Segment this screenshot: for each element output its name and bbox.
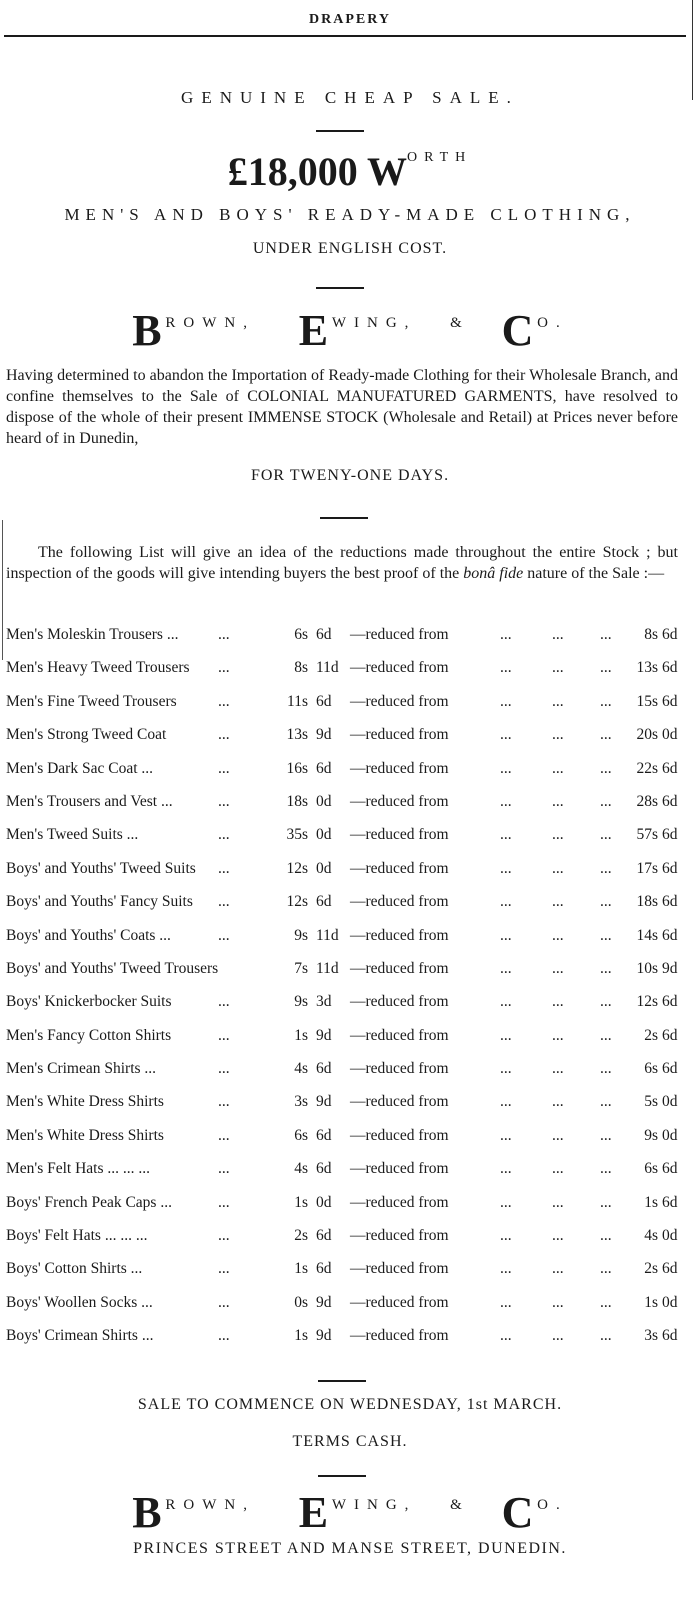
reduced-label: —reduced from (350, 792, 449, 810)
sale-shillings: 11s (287, 692, 308, 710)
item-name: Men's Dark Sac Coat ... (6, 759, 154, 777)
original-pence: 6d (662, 826, 678, 844)
leader-dots: ... (552, 926, 564, 944)
price-list (6, 622, 696, 1357)
table-row (6, 889, 696, 922)
sale-pence: 9d (316, 1026, 332, 1044)
leader-dots: ... (552, 759, 564, 777)
sale-shillings: 3s (294, 1093, 308, 1111)
reduced-label: —reduced from (350, 692, 449, 710)
original-shillings: 17s (636, 859, 658, 877)
sale-shillings: 35s (286, 826, 308, 844)
item-name: Men's Moleskin Trousers ... (6, 626, 179, 643)
firm-initial-e: E (298, 306, 329, 355)
reduced-label: —reduced from (350, 926, 449, 944)
reduced-label: —reduced from (350, 993, 449, 1011)
original-shillings: 8s (644, 626, 658, 643)
table-row (6, 1089, 696, 1122)
original-shillings: 2s (644, 1026, 658, 1044)
sale-pence: 0d (316, 826, 332, 844)
leader-dots: ... (218, 893, 230, 911)
sale-heading: GENUINE CHEAP SALE. (181, 88, 519, 107)
leader-dots: ... (600, 859, 612, 877)
divider (316, 130, 364, 132)
leader-dots: ... (600, 692, 612, 710)
reduced-label: —reduced from (350, 1293, 449, 1311)
leader-dots: ... (218, 759, 230, 777)
terms-line: TERMS CASH. (292, 1433, 408, 1450)
sale-shillings: 6s (294, 626, 308, 643)
original-shillings: 57s (636, 826, 658, 844)
item-name: Men's Heavy Tweed Trousers (6, 659, 190, 677)
original-pence: 6d (662, 993, 678, 1011)
table-row (6, 923, 696, 956)
leader-dots: ... (500, 1327, 512, 1345)
leader-dots: ... (218, 1126, 230, 1144)
intro-paragraph: Having determined to abandon the Importation of Ready-made Clothing for their Wholesale Branch, and confine themselves to the Sale of COLONIAL MANUFATURED GARMENTS, have resolved to dispose of the whole of their present IMMENSE STOCK (Wholesale and Retail) at Prices never before heard of in Dunedin, (6, 367, 678, 447)
worth-initial: W (367, 149, 407, 194)
leader-dots: ... (552, 1227, 564, 1245)
original-pence: 6d (662, 626, 678, 643)
original-shillings: 1s (644, 1193, 658, 1211)
reduced-label: —reduced from (350, 726, 449, 744)
firm-initial-c: C (501, 1488, 534, 1537)
leader-dots: ... (500, 993, 512, 1011)
column-rule-right (692, 0, 693, 100)
leader-dots: ... (218, 1060, 230, 1078)
sale-shillings: 1s (294, 1026, 308, 1044)
sale-pence: 11d (316, 959, 339, 977)
table-row (6, 689, 696, 722)
original-pence: 6d (662, 1160, 678, 1178)
sale-pence: 6d (316, 1260, 332, 1278)
leader-dots: ... (218, 659, 230, 677)
leader-dots: ... (552, 1060, 564, 1078)
firm-name-footer (0, 1487, 700, 1538)
reduced-label: —reduced from (350, 959, 449, 977)
sale-shillings: 12s (286, 893, 308, 911)
firm-name (0, 305, 700, 356)
leader-dots: ... (600, 659, 612, 677)
leader-dots: ... (500, 659, 512, 677)
leader-dots: ... (552, 626, 564, 643)
leader-dots: ... (500, 1160, 512, 1178)
sale-shillings: 0s (294, 1293, 308, 1311)
original-shillings: 28s (636, 792, 658, 810)
sale-pence: 9d (316, 1293, 332, 1311)
original-shillings: 9s (644, 1126, 658, 1144)
sale-pence: 0d (316, 859, 332, 877)
leader-dots: ... (218, 792, 230, 810)
sale-pence: 6d (316, 692, 332, 710)
sale-shillings: 18s (286, 792, 308, 810)
leader-dots: ... (218, 1293, 230, 1311)
leader-dots: ... (600, 1126, 612, 1144)
leader-dots: ... (500, 792, 512, 810)
leader-dots: ... (218, 826, 230, 844)
sale-shillings: 4s (294, 1160, 308, 1178)
original-pence: 6d (662, 926, 678, 944)
table-row (6, 1223, 696, 1256)
leader-dots: ... (500, 692, 512, 710)
leader-dots: ... (500, 1026, 512, 1044)
original-shillings: 6s (644, 1060, 658, 1078)
leader-dots: ... (600, 1260, 612, 1278)
sale-shillings: 2s (294, 1227, 308, 1245)
original-shillings: 4s (644, 1227, 658, 1245)
sale-pence: 11d (316, 926, 339, 944)
leader-dots: ... (500, 1260, 512, 1278)
sale-shillings: 7s (294, 959, 308, 977)
leader-dots: ... (600, 626, 612, 643)
firm-word-brown: ROWN, (165, 315, 255, 331)
table-row (6, 1156, 696, 1189)
sale-shillings: 9s (294, 926, 308, 944)
divider (316, 287, 364, 289)
original-shillings: 12s (636, 993, 658, 1011)
item-name: Men's Felt Hats ... ... ... (6, 1160, 151, 1178)
item-name: Men's Trousers and Vest ... (6, 792, 173, 810)
item-name: Men's White Dress Shirts (6, 1093, 164, 1111)
original-shillings: 3s (644, 1327, 658, 1345)
leader-dots: ... (552, 1160, 564, 1178)
firm-word-ewing: WING, (331, 315, 417, 331)
original-pence: 6d (662, 659, 678, 677)
firm-word-co: O. (537, 1497, 568, 1513)
table-row (6, 789, 696, 822)
reduced-label: —reduced from (350, 626, 449, 643)
table-row (6, 856, 696, 889)
leader-dots: ... (600, 759, 612, 777)
leader-dots: ... (600, 826, 612, 844)
reduced-label: —reduced from (350, 1327, 449, 1345)
leader-dots: ... (500, 759, 512, 777)
list-intro-paragraph (6, 542, 678, 584)
reduced-label: —reduced from (350, 826, 449, 844)
reduced-label: —reduced from (350, 759, 449, 777)
leader-dots: ... (600, 1060, 612, 1078)
reduced-label: —reduced from (350, 1160, 449, 1178)
leader-dots: ... (218, 692, 230, 710)
sale-pence: 0d (316, 1193, 332, 1211)
leader-dots: ... (552, 1193, 564, 1211)
original-pence: 6d (662, 792, 678, 810)
leader-dots: ... (218, 1026, 230, 1044)
sale-pence: 6d (316, 759, 332, 777)
reduced-label: —reduced from (350, 1126, 449, 1144)
leader-dots: ... (552, 826, 564, 844)
item-name: Boys' Felt Hats ... ... ... (6, 1227, 148, 1245)
original-pence: 6d (662, 692, 678, 710)
table-row (6, 1256, 696, 1289)
item-name: Men's Tweed Suits ... (6, 826, 139, 844)
item-name: Men's Fine Tweed Trousers (6, 692, 177, 710)
leader-dots: ... (500, 1227, 512, 1245)
leader-dots: ... (600, 893, 612, 911)
leader-dots: ... (552, 1093, 564, 1111)
sale-shillings: 1s (294, 1193, 308, 1211)
leader-dots: ... (600, 1227, 612, 1245)
section-heading: DRAPERY (309, 12, 391, 27)
firm-initial-b: B (132, 306, 162, 355)
table-row (6, 1056, 696, 1089)
sale-shillings: 1s (294, 1327, 308, 1345)
leader-dots: ... (600, 926, 612, 944)
leader-dots: ... (600, 1093, 612, 1111)
leader-dots: ... (600, 1293, 612, 1311)
sale-pence: 6d (316, 626, 332, 643)
sale-pence: 9d (316, 1093, 332, 1111)
duration-line: FOR TWENY-ONE DAYS. (250, 467, 450, 484)
reduced-label: —reduced from (350, 1260, 449, 1278)
leader-dots: ... (600, 1193, 612, 1211)
price-headline (0, 148, 700, 195)
worth-rest: ORTH (407, 150, 473, 165)
sale-shillings: 12s (286, 859, 308, 877)
divider (320, 517, 368, 519)
sale-pence: 3d (316, 993, 332, 1011)
firm-initial-e: E (298, 1488, 329, 1537)
original-shillings: 13s (636, 659, 658, 677)
item-name: Boys' Knickerbocker Suits (6, 993, 172, 1011)
leader-dots: ... (218, 1193, 230, 1211)
sale-shillings: 1s (294, 1260, 308, 1278)
sale-pence: 6d (316, 1126, 332, 1144)
clothing-heading: MEN'S AND BOYS' READY-MADE CLOTHING, (64, 205, 636, 224)
leader-dots: ... (552, 1293, 564, 1311)
original-shillings: 5s (644, 1093, 658, 1111)
original-pence: 0d (662, 1293, 678, 1311)
divider (318, 1475, 366, 1477)
sale-pence: 0d (316, 792, 332, 810)
sale-pence: 6d (316, 893, 332, 911)
original-shillings: 6s (644, 1160, 658, 1178)
top-rule (4, 35, 686, 37)
list-intro-tail: nature of the Sale :— (527, 565, 665, 582)
leader-dots: ... (218, 993, 230, 1011)
reduced-label: —reduced from (350, 1026, 449, 1044)
original-shillings: 22s (636, 759, 658, 777)
firm-word-ewing: WING, (331, 1497, 417, 1513)
original-pence: 6d (662, 1193, 678, 1211)
item-name: Boys' Crimean Shirts ... (6, 1327, 154, 1345)
original-shillings: 14s (636, 926, 658, 944)
original-pence: 0d (662, 726, 678, 744)
original-pence: 6d (662, 893, 678, 911)
item-name: Men's Crimean Shirts ... (6, 1060, 157, 1078)
leader-dots: ... (500, 926, 512, 944)
leader-dots: ... (500, 1193, 512, 1211)
leader-dots: ... (552, 1327, 564, 1345)
divider (318, 1380, 366, 1382)
sale-shillings: 9s (294, 993, 308, 1011)
item-name: Boys' and Youths' Tweed Trousers (6, 959, 219, 977)
firm-ampersand: & (450, 1497, 462, 1513)
firm-word-brown: ROWN, (165, 1497, 255, 1513)
leader-dots: ... (500, 726, 512, 744)
sale-shillings: 8s (294, 659, 308, 677)
sale-pence: 11d (316, 659, 339, 677)
leader-dots: ... (600, 1327, 612, 1345)
sale-pence: 9d (316, 726, 332, 744)
item-name: Boys' and Youths' Coats ... (6, 926, 171, 944)
original-pence: 6d (662, 1026, 678, 1044)
list-intro-text: The following List will give an idea of the reductions made throughout the entire Stock ; but inspection of the goods will give intending buyers the best proof of the (6, 544, 678, 582)
item-name: Boys' Cotton Shirts ... (6, 1260, 143, 1278)
table-row (6, 622, 696, 655)
leader-dots: ... (218, 1227, 230, 1245)
table-row (6, 956, 696, 989)
leader-dots: ... (552, 1260, 564, 1278)
leader-dots: ... (500, 959, 512, 977)
amount: £18,000 (227, 149, 358, 194)
sale-shillings: 6s (294, 1126, 308, 1144)
leader-dots: ... (218, 1327, 230, 1345)
leader-dots: ... (500, 626, 512, 643)
table-row (6, 722, 696, 755)
leader-dots: ... (552, 659, 564, 677)
reduced-label: —reduced from (350, 893, 449, 911)
reduced-label: —reduced from (350, 1060, 449, 1078)
list-intro-italic: bonâ fide (463, 565, 524, 582)
original-shillings: 18s (636, 893, 658, 911)
original-shillings: 15s (636, 692, 658, 710)
original-pence: 6d (662, 1060, 678, 1078)
reduced-label: —reduced from (350, 1193, 449, 1211)
leader-dots: ... (552, 792, 564, 810)
sale-shillings: 4s (294, 1060, 308, 1078)
reduced-label: —reduced from (350, 1227, 449, 1245)
leader-dots: ... (218, 626, 230, 643)
leader-dots: ... (500, 826, 512, 844)
firm-initial-c: C (501, 306, 534, 355)
leader-dots: ... (218, 726, 230, 744)
leader-dots: ... (600, 1026, 612, 1044)
item-name: Men's Strong Tweed Coat (6, 726, 167, 744)
item-name: Boys' Woollen Socks ... (6, 1293, 153, 1311)
leader-dots: ... (552, 1026, 564, 1044)
commence-line: SALE TO COMMENCE ON WEDNESDAY, 1st MARCH. (137, 1396, 563, 1413)
item-name: Boys' and Youths' Tweed Suits (6, 859, 196, 877)
firm-ampersand: & (450, 315, 462, 331)
original-pence: 6d (662, 859, 678, 877)
table-row (6, 1323, 696, 1356)
leader-dots: ... (552, 1126, 564, 1144)
leader-dots: ... (552, 959, 564, 977)
leader-dots: ... (218, 926, 230, 944)
table-row (6, 1190, 696, 1223)
original-shillings: 10s (636, 959, 658, 977)
leader-dots: ... (600, 726, 612, 744)
column-rule-left (2, 520, 3, 660)
leader-dots: ... (218, 1160, 230, 1178)
leader-dots: ... (552, 893, 564, 911)
leader-dots: ... (500, 859, 512, 877)
leader-dots: ... (552, 692, 564, 710)
sale-pence: 6d (316, 1227, 332, 1245)
table-row (6, 1023, 696, 1056)
table-row (6, 1290, 696, 1323)
original-pence: 0d (662, 1227, 678, 1245)
reduced-label: —reduced from (350, 1093, 449, 1111)
original-pence: 0d (662, 1093, 678, 1111)
leader-dots: ... (600, 1160, 612, 1178)
item-name: Boys' French Peak Caps ... (6, 1193, 172, 1211)
original-pence: 0d (662, 1126, 678, 1144)
sale-shillings: 13s (286, 726, 308, 744)
leader-dots: ... (552, 726, 564, 744)
original-pence: 6d (662, 1327, 678, 1345)
leader-dots: ... (552, 859, 564, 877)
firm-word-co: O. (537, 315, 568, 331)
original-pence: 9d (662, 959, 678, 977)
leader-dots: ... (600, 959, 612, 977)
leader-dots: ... (500, 1060, 512, 1078)
original-shillings: 2s (644, 1260, 658, 1278)
reduced-label: —reduced from (350, 859, 449, 877)
table-row (6, 655, 696, 688)
leader-dots: ... (500, 1093, 512, 1111)
table-row (6, 756, 696, 789)
leader-dots: ... (218, 1260, 230, 1278)
original-pence: 6d (662, 1260, 678, 1278)
table-row (6, 822, 696, 855)
original-shillings: 20s (636, 726, 658, 744)
sale-pence: 6d (316, 1060, 332, 1078)
table-row (6, 1123, 696, 1156)
firm-initial-b: B (132, 1488, 162, 1537)
sale-pence: 6d (316, 1160, 332, 1178)
sale-pence: 9d (316, 1327, 332, 1345)
original-pence: 6d (662, 759, 678, 777)
item-name: Boys' and Youths' Fancy Suits (6, 893, 193, 911)
leader-dots: ... (500, 1126, 512, 1144)
address-line: PRINCES STREET AND MANSE STREET, DUNEDIN. (133, 1540, 567, 1557)
original-shillings: 1s (644, 1293, 658, 1311)
leader-dots: ... (500, 1293, 512, 1311)
reduced-label: —reduced from (350, 659, 449, 677)
sale-shillings: 16s (286, 759, 308, 777)
leader-dots: ... (552, 993, 564, 1011)
leader-dots: ... (218, 1093, 230, 1111)
table-row (6, 989, 696, 1022)
leader-dots: ... (600, 993, 612, 1011)
leader-dots: ... (600, 792, 612, 810)
item-name: Men's White Dress Shirts (6, 1126, 164, 1144)
item-name: Men's Fancy Cotton Shirts (6, 1026, 172, 1044)
leader-dots: ... (500, 893, 512, 911)
under-cost-heading: UNDER ENGLISH COST. (252, 240, 448, 257)
leader-dots: ... (218, 859, 230, 877)
